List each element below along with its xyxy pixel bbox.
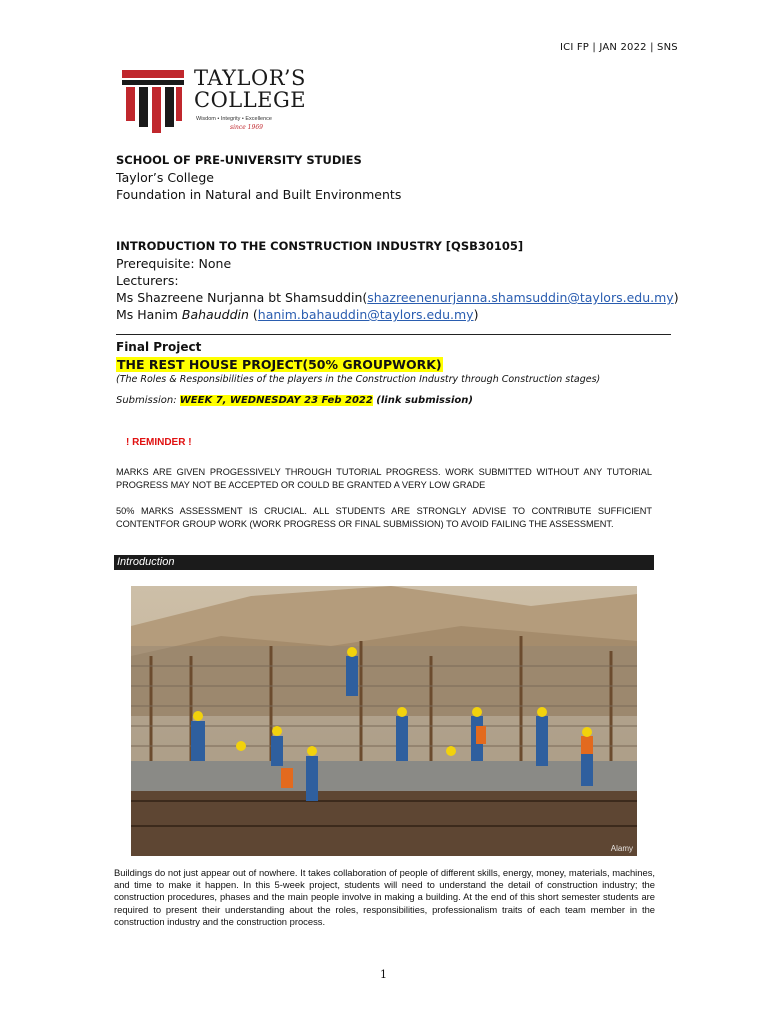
introduction-body: Buildings do not just appear out of nowhere. It takes collaboration of people of different skills, energy, money, materials, machines, and time to make it happen. In this 5-week project, students will need to understand the detail of construction industry; the construction procedures, phases and the main people involve in making a building. At the end of this short semester students are required to present their understanding about the roles, responsibilities, professionalism traits of each team member in the construction industry and the construction process. <box>114 867 655 927</box>
header-code: ICI FP | JAN 2022 | SNS <box>560 42 678 53</box>
school-heading: SCHOOL OF PRE-UNIVERSITY STUDIES <box>116 153 362 167</box>
project-title: THE REST HOUSE PROJECT(50% GROUPWORK) <box>117 357 442 372</box>
submission-suffix: (link submission) <box>372 395 473 406</box>
logo-tagline: Wisdom • Integrity • Excellence <box>196 116 272 122</box>
submission-prefix: Submission: <box>116 395 180 406</box>
lecturer-2-prefix: Ms Hanim <box>116 307 182 322</box>
lecturer-2 <box>116 306 679 323</box>
lecturer-1 <box>116 289 679 306</box>
project-subtitle: (The Roles & Responsibilities of the players in the Construction Industry through Construction stages) <box>116 374 601 385</box>
lecturers-label: Lecturers: <box>116 273 179 288</box>
construction-site-photo <box>131 586 637 856</box>
submission-line <box>116 395 473 406</box>
introduction-heading: Introduction <box>117 556 175 568</box>
reminder-label: ! REMINDER ! <box>126 437 192 448</box>
school-block <box>116 152 401 203</box>
photo-credit: Alamy <box>610 844 633 853</box>
lecturer-2-surname: Bahauddin <box>181 307 249 322</box>
reminder-paragraph-1: MARKS ARE GIVEN PROGESSIVELY THROUGH TUTORIAL PROGRESS. WORK SUBMITTED WITHOUT ANY TUTORIAL PROGRESS MAY NOT BE ACCEPTED OR COULD BE GRANTED A VERY LOW GRADE <box>116 467 652 490</box>
lecturer-1-name: Ms Shazreene Nurjanna bt Shamsuddin( <box>116 290 368 305</box>
divider-rule <box>116 334 671 335</box>
lecturer-2-open: ( <box>248 307 258 322</box>
logo-wordmark-college: COLLEGE <box>194 88 307 112</box>
reminder-paragraph-2: 50% MARKS ASSESSMENT IS CRUCIAL. ALL STUDENTS ARE STRONGLY ADVISE TO CONTRIBUTE SUFFICIENT CONTENTFOR GROUP WORK (WORK PROGRESS OR FINAL SUBMISSION) TO AVOID FAILING THE ASSESSMENT. <box>116 506 652 529</box>
lecturer-2-close: ) <box>473 307 479 322</box>
introduction-heading-bar <box>114 555 654 570</box>
logo-wordmark-taylors: TAYLOR’S <box>194 66 306 90</box>
programme-name: Foundation in Natural and Built Environments <box>116 187 402 202</box>
lecturer-1-email-link[interactable]: shazreenenurjanna.shamsuddin@taylors.edu.my <box>367 290 674 305</box>
pillar-emblem-icon <box>118 66 188 138</box>
lecturer-1-close: ) <box>673 290 679 305</box>
college-name: Taylor’s College <box>116 170 214 185</box>
course-block <box>116 238 679 323</box>
page-number: 1 <box>380 968 387 981</box>
course-title: INTRODUCTION TO THE CONSTRUCTION INDUSTRY [QSB30105] <box>116 239 524 253</box>
lecturer-2-email-link[interactable]: hanim.bahauddin@taylors.edu.my <box>257 307 474 322</box>
final-project-label: Final Project <box>116 340 202 354</box>
logo-since: since 1969 <box>230 124 263 131</box>
prerequisite: Prerequisite: None <box>116 256 232 271</box>
submission-date: WEEK 7, WEDNESDAY 23 Feb 2022 <box>179 395 373 406</box>
taylors-college-logo <box>118 66 314 138</box>
construction-photo-illustration <box>131 586 637 856</box>
